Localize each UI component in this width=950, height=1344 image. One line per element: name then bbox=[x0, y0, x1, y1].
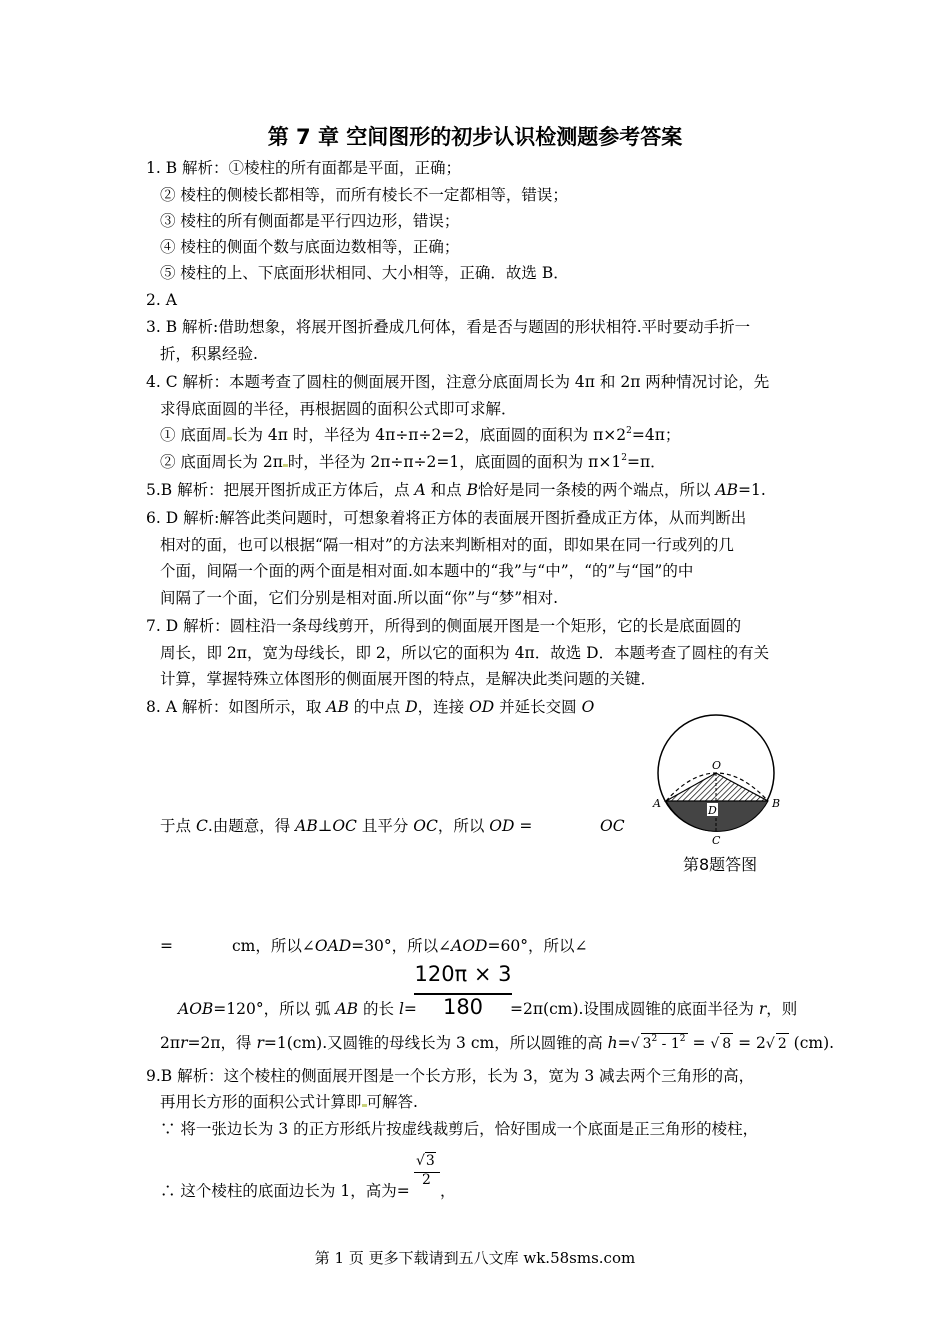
fig-label-o: O bbox=[712, 759, 722, 772]
q9-line3: ∵ 将一张边长为 3 的正方形纸片按虚线裁剪后，恰好围成一个底面是正三角形的棱柱， bbox=[160, 1120, 759, 1138]
q6-line2: 相对的面，也可以根据“隔一相对”的方法来判断相对的面，即如果在同一行或列的几 bbox=[160, 536, 734, 554]
q6-line3: 个面，间隔一个面的两个面是相对面.如本题中的“我”与“中”，“的”与“国”的中 bbox=[160, 562, 694, 580]
q3-line2: 折，积累经验. bbox=[160, 345, 258, 363]
fig-label-b: B bbox=[772, 797, 781, 810]
q1-head: 1. B 解析：①棱柱的所有面都是平面，正确； bbox=[146, 159, 462, 177]
q8-frac-den: 180 bbox=[442, 995, 484, 1019]
sqrt-expr-2: √ 8 bbox=[710, 1033, 733, 1054]
q8-line5: 2πr=2π，得 r=1(cm).又圆锥的母线长为 3 cm，所以圆锥的高 h=√ $3^2 - 1^2$ = √ 8 = 2√ 2 (cm). bbox=[160, 1034, 835, 1052]
q1-line3: ③ 棱柱的所有侧面都是平行四边形，错误； bbox=[160, 212, 460, 230]
q8-frac-num: 120π × 3 bbox=[414, 962, 512, 986]
figure-caption: 第8题答图 bbox=[683, 855, 758, 874]
q9-line4a: ∴ 这个棱柱的底面边长为 1，高为= bbox=[160, 1182, 410, 1200]
q4-line4: ② 底面周长为 2π 时，半径为 2π÷π÷2=1，底面圆的面积为 $\pi\times 1^2=\pi$． bbox=[160, 453, 666, 471]
q8-line4b: =2π(cm).设围成圆锥的底面半径为 r，则 bbox=[510, 1000, 798, 1018]
q9-frac-num: √3 bbox=[416, 1153, 435, 1169]
q4-line2: 求得底面圆的半径，再根据圆的面积公式即可求解． bbox=[160, 400, 517, 418]
q4-line1: 4. C 解析：本题考查了圆柱的侧面展开图，注意分底面周长为 4π 和 2π 两种情况讨论，先 bbox=[146, 373, 770, 391]
q9-frac-den: 2 bbox=[422, 1172, 431, 1188]
q8-line1: 8. A 解析：如图所示，取 AB 的中点 D，连接 OD 并延长交圆 O bbox=[146, 698, 595, 716]
q4-line3: ① 底面周 长为 4π 时，半径为 4π÷π÷2=2，底面圆的面积为 $\pi\times 2^2=4\pi$； bbox=[160, 426, 681, 444]
q9-line2: 再用长方形的面积公式计算即 可解答. bbox=[160, 1093, 418, 1111]
q9-line4b: ， bbox=[440, 1182, 456, 1200]
fig-label-a: A bbox=[653, 797, 661, 810]
q6-line4: 间隔了一个面，它们分别是相对面.所以面“你”与“梦”相对. bbox=[160, 589, 559, 607]
q8-line2: 于点 C.由题意，得 AB⊥OC 且平分 OC，所以 OD = bbox=[160, 817, 533, 835]
q5-line: 5.B 解析：把展开图折成正方体后，点 A 和点 B恰好是同一条棱的两个端点，所以 AB=1. bbox=[146, 481, 766, 499]
q1-line4: ④ 棱柱的侧面个数与底面边数相等，正确； bbox=[160, 238, 460, 256]
q8-figure bbox=[648, 705, 788, 850]
q8-line2-oc: OC bbox=[600, 817, 625, 835]
q8-line3-eq: = bbox=[160, 937, 173, 955]
q7-line1: 7. D 解析：圆柱沿一条母线剪开，所得到的侧面展开图是一个矩形，它的长是底面圆的 bbox=[146, 617, 742, 635]
q1-line2: ② 棱柱的侧棱长都相等，而所有棱长不一定都相等，错误； bbox=[160, 186, 568, 204]
fig-label-d: D bbox=[708, 804, 717, 817]
q3-line1: 3. B 解析:借助想象，将展开图折叠成几何体，看是否与题固的形状相符.平时要动手折一 bbox=[146, 318, 751, 336]
sqrt-expr-3: √ 2 bbox=[766, 1033, 789, 1054]
q7-line3: 计算，掌握特殊立体图形的侧面展开图的特点，是解决此类问题的关键． bbox=[160, 670, 657, 688]
q8-line3: cm，所以∠OAD=30°，所以∠AOD=60°，所以∠ bbox=[232, 937, 588, 955]
q2-answer: 2. A bbox=[146, 291, 177, 309]
q6-line1: 6. D 解析:解答此类问题时，可想象着将正方体的表面展开图折叠成正方体，从而判断出 bbox=[146, 509, 747, 527]
q1-line5: ⑤ 棱柱的上、下底面形状相同、大小相等，正确．故选 B． bbox=[160, 264, 569, 282]
q7-line2: 周长，即 2π，宽为母线长，即 2，所以它的面积为 4π．故选 D．本题考查了圆柱的有关 bbox=[160, 644, 770, 662]
page-title: 第 7 章 空间图形的初步认识检测题参考答案 bbox=[267, 125, 683, 149]
page-footer: 第 1 页 更多下载请到五八文库 wk.58sms.com bbox=[314, 1249, 636, 1267]
q8-line4a: AOB=120°，所以 弧 AB 的长 l= bbox=[178, 1000, 417, 1018]
q9-line1: 9.B 解析：这个棱柱的侧面展开图是一个长方形，长为 3，宽为 3 减去两个三角形的高， bbox=[146, 1067, 755, 1085]
fig-label-c: C bbox=[712, 834, 721, 847]
sqrt-expr-1: √ $3^2 - 1^2$ bbox=[630, 1034, 686, 1052]
